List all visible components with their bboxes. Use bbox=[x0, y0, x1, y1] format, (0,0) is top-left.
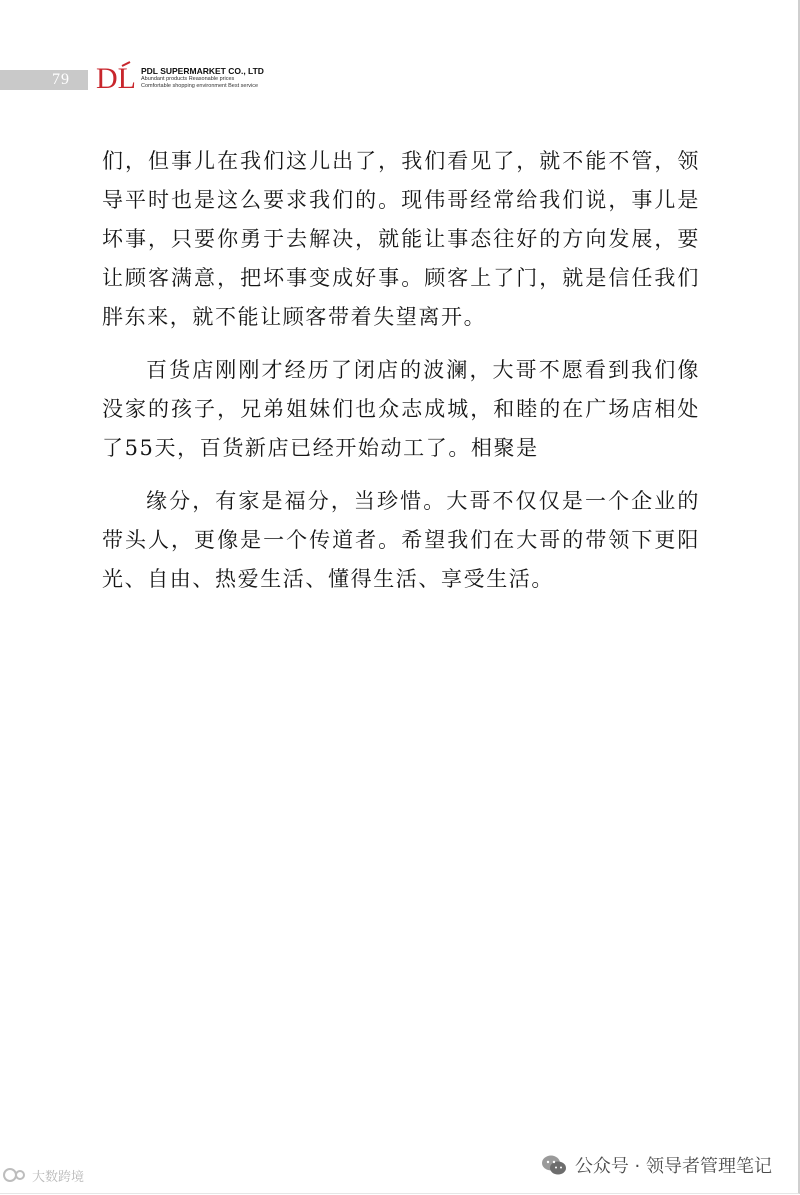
company-name: PDL SUPERMARKET CO., LTD bbox=[141, 66, 264, 76]
footer-brand bbox=[2, 1164, 84, 1186]
page-number: 79 bbox=[52, 71, 70, 88]
paragraph: 们，但事儿在我们这儿出了，我们看见了，就不能不管，领导平时也是这么要求我们的。现伟哥经常给我们说，事儿是坏事，只要你勇于去解决，就能让事态往好的方向发展，要让顾客满意，把坏事变成好事。顾客上了门，就是信任我们胖东来，就不能让顾客带着失望离开。 bbox=[102, 149, 700, 329]
body-text bbox=[102, 142, 700, 599]
header-band bbox=[0, 70, 88, 90]
watermark-text: 公众号 · 领导者管理笔记 bbox=[574, 1156, 772, 1177]
watermark bbox=[541, 1150, 772, 1180]
company-tagline-1: Abundant products Reasonable prices bbox=[141, 76, 235, 82]
brand-logo-icon bbox=[2, 1166, 30, 1184]
logo-text: DL bbox=[96, 62, 136, 93]
footer-brand-label: 大数跨境 bbox=[32, 1168, 85, 1184]
paragraph: 缘分，有家是福分，当珍惜。大哥不仅仅是一个企业的带头人，更像是一个传道者。希望我们在大哥的带领下更阳光、自由、热爱生活、懂得生活、享受生活。 bbox=[102, 489, 700, 591]
wechat-icon bbox=[541, 1154, 567, 1176]
company-info bbox=[141, 66, 271, 89]
company-logo bbox=[96, 61, 140, 93]
company-tagline-2: Comfortable shopping environment Best service bbox=[141, 82, 259, 89]
paragraph: 百货店刚刚才经历了闭店的波澜，大哥不愿看到我们像没家的孩子，兄弟姐妹们也众志成城，和睦的在广场店相处了55天，百货新店已经开始动工了。相聚是 bbox=[102, 358, 700, 460]
